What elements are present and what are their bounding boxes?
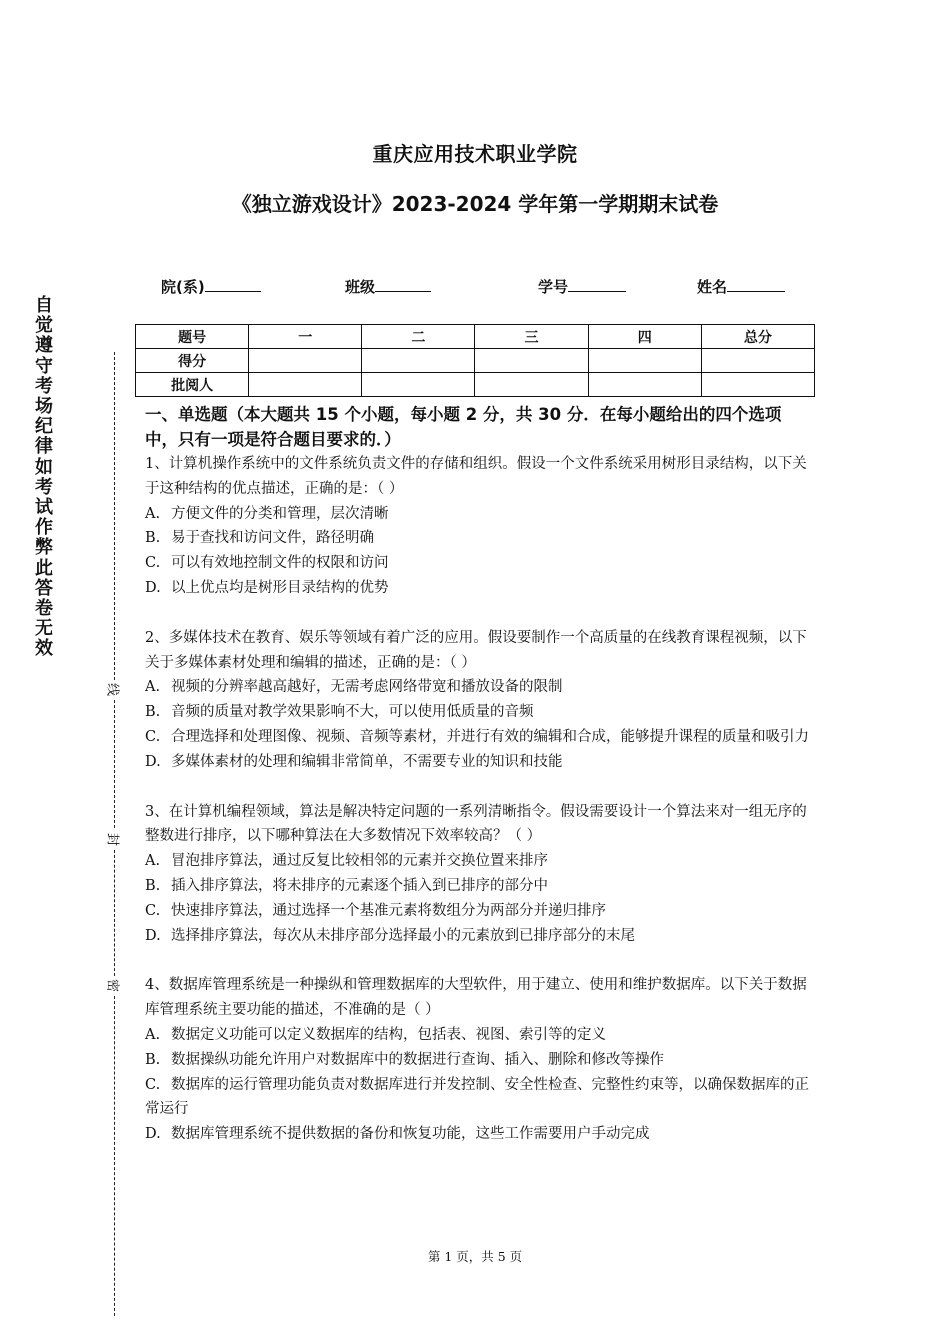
grader-row-label: 批阅人 (136, 373, 249, 397)
student-id-label: 学号 (538, 278, 569, 296)
table-header-cell: 总分 (701, 325, 814, 349)
option-c[interactable] (145, 1073, 813, 1123)
option-text: 以上优点均是树形目录结构的优势 (171, 579, 389, 596)
option-a[interactable] (145, 675, 813, 700)
score-cell[interactable] (362, 349, 475, 373)
option-text: 可以有效地控制文件的权限和访问 (171, 555, 389, 572)
option-letter: C. (145, 555, 161, 572)
option-text: 数据库的运行管理功能负责对数据库进行并发控制、安全性检查、完整性约束等，以确保数据库的正常运行 (145, 1076, 809, 1118)
option-text: 数据库管理系统不提供数据的备份和恢复功能，这些工作需要用户手动完成 (171, 1126, 650, 1143)
class-blank[interactable] (375, 277, 431, 292)
name-field (697, 276, 785, 297)
score-table-header-row (136, 325, 815, 349)
department-field (161, 276, 261, 297)
option-c[interactable] (145, 899, 813, 924)
option-text: 合理选择和处理图像、视频、音频等素材，并进行有效的编辑和合成，能够提升课程的质量和吸引力 (171, 728, 809, 745)
exam-content (145, 402, 813, 1172)
section-heading: 一、单选题（本大题共 15 个小题，每小题 2 分，共 30 分．在每小题给出的四个选项中，只有一项是符合题目要求的．） (145, 405, 782, 449)
option-letter: A. (145, 679, 161, 696)
class-label: 班级 (345, 278, 376, 296)
question-stem: 4、数据库管理系统是一种操纵和管理数据库的大型软件，用于建立、使用和维护数据库。以下关于数据库管理系统主要功能的描述，不准确的是（ ） (145, 977, 807, 1019)
option-letter: D. (145, 927, 161, 944)
option-letter: D. (145, 1126, 161, 1143)
option-text: 数据操纵功能允许用户对数据库中的数据进行查询、插入、删除和修改等操作 (171, 1051, 664, 1068)
option-text: 视频的分辨率越高越好，无需考虑网络带宽和播放设备的限制 (171, 679, 563, 696)
binding-mark-line: 线 (105, 682, 124, 698)
option-letter: C. (145, 1076, 161, 1093)
student-id-field (538, 276, 626, 297)
score-cell[interactable] (249, 349, 362, 373)
binding-mark-seal: 封 (105, 832, 124, 848)
question-1 (145, 452, 813, 601)
option-letter: B. (145, 704, 161, 721)
option-b[interactable] (145, 1048, 813, 1073)
grader-cell[interactable] (475, 373, 588, 397)
option-letter: D. (145, 753, 161, 770)
question-4 (145, 973, 813, 1147)
option-text: 方便文件的分类和管理，层次清晰 (171, 505, 389, 522)
binding-mark-dense: 密 (105, 978, 124, 994)
option-text: 插入排序算法，将未排序的元素逐个插入到已排序的部分中 (171, 877, 548, 894)
score-table (135, 324, 815, 397)
option-d[interactable] (145, 1122, 813, 1147)
table-header-cell: 四 (588, 325, 701, 349)
option-d[interactable] (145, 576, 813, 601)
question-stem: 2、多媒体技术在教育、娱乐等领域有着广泛的应用。假设要制作一个高质量的在线教育课程视频，以下关于多媒体素材处理和编辑的描述，正确的是：（ ） (145, 629, 807, 671)
score-row-label: 得分 (136, 349, 249, 373)
option-text: 冒泡排序算法，通过反复比较相邻的元素并交换位置来排序 (171, 853, 548, 870)
grader-cell[interactable] (588, 373, 701, 397)
option-d[interactable] (145, 750, 813, 775)
option-text: 快速排序算法，通过选择一个基准元素将数组分为两部分并递归排序 (171, 902, 606, 919)
exam-discipline-notice: 自觉遵守考场纪律如考试作弊此答卷无效 (35, 295, 53, 660)
option-letter: C. (145, 728, 161, 745)
option-c[interactable] (145, 551, 813, 576)
name-blank[interactable] (727, 277, 785, 292)
score-cell[interactable] (701, 349, 814, 373)
score-table-score-row (136, 349, 815, 373)
option-letter: B. (145, 530, 161, 547)
page-number: 第 1 页，共 5 页 (427, 1249, 523, 1264)
exam-title: 《独立游戏设计》2023-2024 学年第一学期期末试卷 (231, 192, 719, 216)
table-header-cell: 一 (249, 325, 362, 349)
binding-dashed-line (114, 996, 115, 1316)
grader-cell[interactable] (701, 373, 814, 397)
grader-cell[interactable] (249, 373, 362, 397)
option-text: 多媒体素材的处理和编辑非常简单，不需要专业的知识和技能 (171, 753, 563, 770)
table-header-cell: 二 (362, 325, 475, 349)
option-text: 数据定义功能可以定义数据库的结构，包括表、视图、索引等的定义 (171, 1026, 606, 1043)
score-cell[interactable] (588, 349, 701, 373)
option-text: 音频的质量对教学效果影响不大，可以使用低质量的音频 (171, 704, 534, 721)
student-id-blank[interactable] (568, 277, 626, 292)
question-3 (145, 800, 813, 949)
option-letter: A. (145, 853, 161, 870)
option-letter: A. (145, 505, 161, 522)
option-letter: A. (145, 1026, 161, 1043)
option-b[interactable] (145, 874, 813, 899)
option-b[interactable] (145, 526, 813, 551)
option-letter: B. (145, 877, 161, 894)
question-stem: 3、在计算机编程领域，算法是解决特定问题的一系列清晰指令。假设需要设计一个算法来对一组无序的整数进行排序，以下哪种算法在大多数情况下效率较高？（ ） (145, 803, 807, 845)
option-c[interactable] (145, 725, 813, 750)
table-header-cell: 三 (475, 325, 588, 349)
option-a[interactable] (145, 849, 813, 874)
school-name: 重庆应用技术职业学院 (372, 142, 578, 166)
department-label: 院(系) (161, 278, 205, 296)
table-header-cell: 题号 (136, 325, 249, 349)
score-table-grader-row (136, 373, 815, 397)
option-d[interactable] (145, 924, 813, 949)
question-2 (145, 626, 813, 775)
binding-dashed-line (114, 700, 115, 828)
option-letter: C. (145, 902, 161, 919)
binding-dashed-line (114, 850, 115, 976)
option-text: 选择排序算法，每次从未排序部分选择最小的元素放到已排序部分的末尾 (171, 927, 635, 944)
option-text: 易于查找和访问文件，路径明确 (171, 530, 374, 547)
option-letter: B. (145, 1051, 161, 1068)
option-a[interactable] (145, 1023, 813, 1048)
option-b[interactable] (145, 700, 813, 725)
score-cell[interactable] (475, 349, 588, 373)
grader-cell[interactable] (362, 373, 475, 397)
department-blank[interactable] (205, 277, 261, 292)
question-stem: 1、计算机操作系统中的文件系统负责文件的存储和组织。假设一个文件系统采用树形目录结构，以下关于这种结构的优点描述，正确的是：（ ） (145, 456, 807, 497)
option-letter: D. (145, 579, 161, 596)
option-a[interactable] (145, 502, 813, 527)
binding-dashed-line (114, 352, 115, 680)
class-field (345, 276, 431, 297)
name-label: 姓名 (697, 278, 728, 296)
